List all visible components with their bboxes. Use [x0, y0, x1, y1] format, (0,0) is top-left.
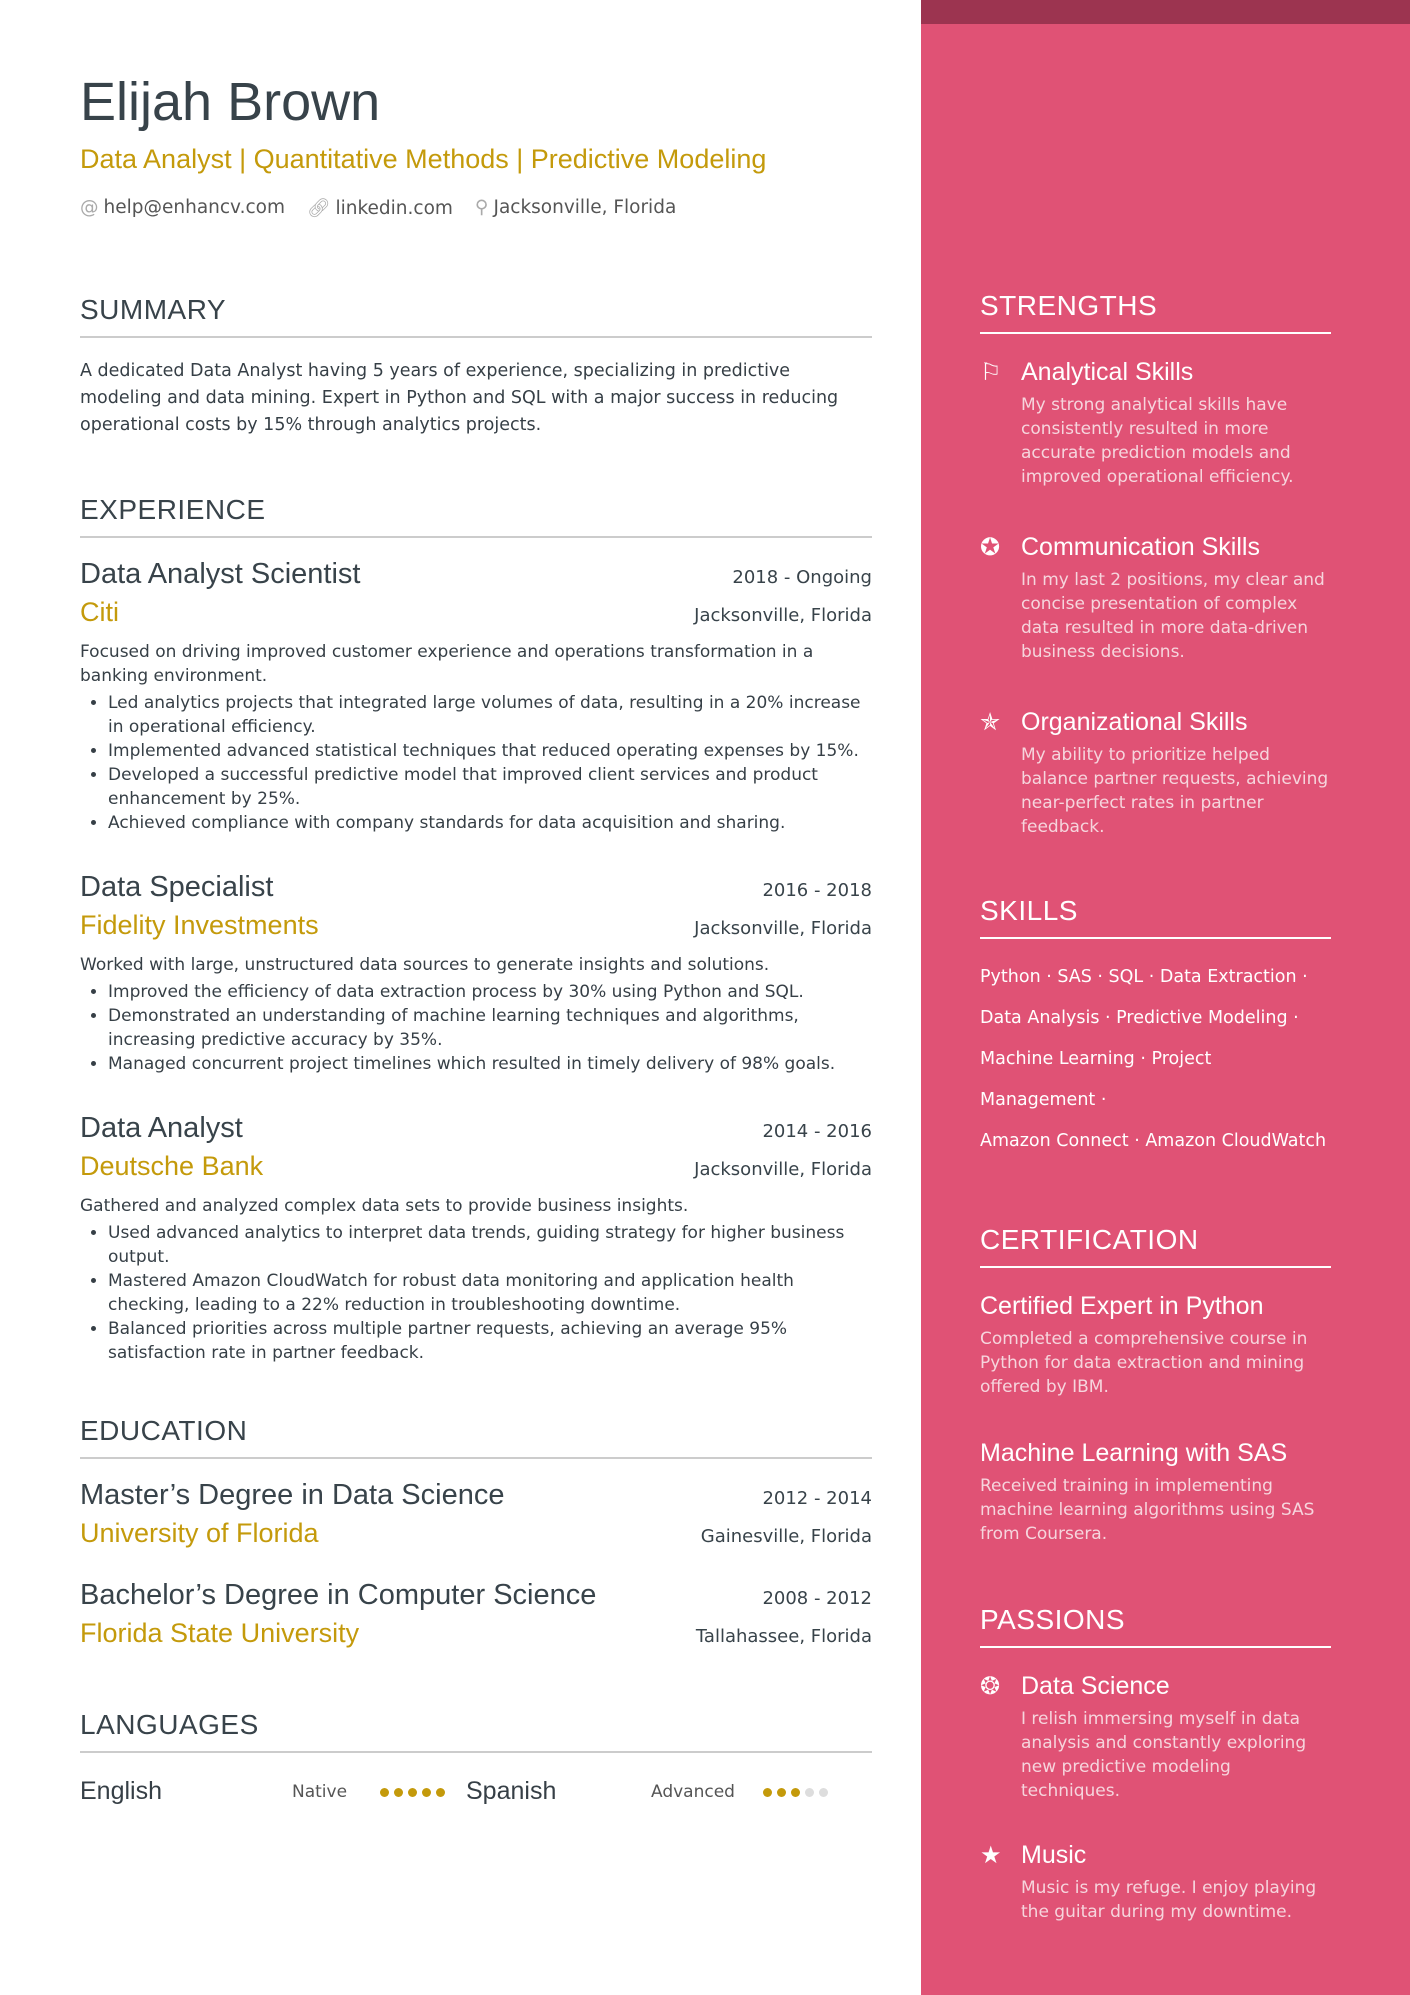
- item-description: Received training in implementing machine learning algorithms using SAS from Coursera.: [980, 1476, 1315, 1544]
- item-description: Music is my refuge. I enjoy playing the guitar during my downtime.: [1021, 1878, 1317, 1922]
- edu-location: Gainesville, Florida: [700, 1526, 872, 1547]
- degree: Bachelor’s Degree in Computer Science: [80, 1579, 597, 1611]
- bullet-item: • Achieved compliance with company standards for data acquisition and sharing.: [108, 811, 872, 835]
- location-pin-icon: ⚲: [474, 197, 489, 218]
- job-location: Jacksonville, Florida: [694, 918, 872, 939]
- section-title: STRENGTHS: [980, 290, 1331, 334]
- proficiency-dot: [408, 1788, 417, 1797]
- proficiency-dot: [777, 1788, 786, 1797]
- skills-line: Python · SAS · SQL · Data Extraction ·: [980, 967, 1308, 987]
- section-title: EXPERIENCE: [80, 494, 872, 538]
- certification-item: [980, 1439, 1331, 1546]
- sidebar-top-bar: [921, 0, 1410, 24]
- degree: Master’s Degree in Data Science: [80, 1479, 505, 1511]
- language-level: Native: [292, 1781, 348, 1802]
- strengths-item: [980, 533, 1331, 664]
- proficiency-dot: [422, 1788, 431, 1797]
- email[interactable]: help@enhancv.com: [103, 197, 285, 218]
- summary-text: A dedicated Data Analyst having 5 years of experience, specializing in predictive modeling and data mining. Expert in Python and SQL with a major success in reducing operational costs by 15% through analytics projects.: [80, 361, 839, 435]
- skills-section: [980, 895, 1331, 1162]
- language-level: Advanced: [651, 1781, 735, 1802]
- skills-line: Machine Learning · Project Management ·: [980, 1049, 1212, 1110]
- skills-line: Amazon Connect · Amazon CloudWatch: [980, 1131, 1327, 1151]
- bullet-item: • Managed concurrent project timelines which resulted in timely delivery of 98% goals.: [108, 1052, 872, 1076]
- location: Jacksonville, Florida: [493, 197, 677, 218]
- website[interactable]: linkedin.com: [335, 198, 453, 219]
- job-dates: 2018 - Ongoing: [732, 567, 872, 588]
- proficiency-dot: [763, 1788, 772, 1797]
- item-title: Machine Learning with SAS: [980, 1439, 1288, 1467]
- bullet-item: • Improved the efficiency of data extraction process by 30% using Python and SQL.: [108, 980, 872, 1004]
- education-entry: [80, 1579, 872, 1649]
- contact-info: [80, 197, 872, 219]
- section-title: LANGUAGES: [80, 1709, 872, 1753]
- experience-section: [80, 494, 872, 1365]
- languages-section: [80, 1709, 872, 1806]
- bullet-item: • Implemented advanced statistical techniques that reduced operating expenses by 15%.: [108, 739, 872, 763]
- company-name: Fidelity Investments: [80, 910, 319, 940]
- at-icon: @: [80, 197, 99, 218]
- edu-dates: 2008 - 2012: [762, 1588, 872, 1609]
- language-item: [80, 1777, 466, 1806]
- company-name: Deutsche Bank: [80, 1151, 264, 1181]
- job-entry: [80, 1112, 872, 1365]
- brain-icon: ❂: [980, 1672, 1001, 1700]
- star-half-icon: ✯: [980, 708, 1001, 736]
- language-name: Spanish: [466, 1777, 557, 1805]
- job-title: Data Analyst: [80, 1112, 243, 1144]
- job-bullets: [80, 1221, 872, 1365]
- headline: Data Analyst | Quantitative Methods | Predictive Modeling: [80, 144, 767, 174]
- candidate-name: Elijah Brown: [80, 72, 381, 132]
- job-entry: [80, 871, 872, 1076]
- education-section: [80, 1415, 872, 1649]
- item-title: Communication Skills: [1021, 533, 1260, 561]
- bullet-item: • Used advanced analytics to interpret data trends, guiding strategy for higher business output.: [108, 1221, 872, 1269]
- passions-section: [980, 1604, 1331, 1924]
- star-icon: ★: [980, 1841, 1002, 1869]
- job-location: Jacksonville, Florida: [694, 605, 872, 626]
- item-description: I relish immersing myself in data analysis and constantly exploring new predictive modeling techniques.: [1021, 1709, 1307, 1801]
- proficiency-dot: [394, 1788, 403, 1797]
- bullet-item: • Demonstrated an understanding of machine learning techniques and algorithms, increasing predictive accuracy by 35%.: [108, 1004, 872, 1052]
- bullet-item: • Led analytics projects that integrated large volumes of data, resulting in a 20% increase in operational efficiency.: [108, 691, 872, 739]
- strengths-item: [980, 708, 1331, 839]
- education-entry: [80, 1479, 872, 1549]
- proficiency-dots: [380, 1782, 450, 1802]
- section-title: EDUCATION: [80, 1415, 872, 1459]
- item-title: Data Science: [1021, 1672, 1170, 1700]
- passions-item: [980, 1841, 1331, 1924]
- job-bullets: [80, 691, 872, 835]
- passions-item: [980, 1672, 1331, 1803]
- item-description: In my last 2 positions, my clear and concise presentation of complex data resulted in more data-driven business decisions.: [1021, 570, 1325, 662]
- section-title: SUMMARY: [80, 294, 872, 338]
- job-location: Jacksonville, Florida: [694, 1159, 872, 1180]
- main-column: [80, 70, 872, 1806]
- link-icon: 🔗︎: [306, 198, 331, 219]
- job-entry: [80, 558, 872, 835]
- job-title: Data Specialist: [80, 871, 274, 903]
- certification-item: [980, 1292, 1331, 1399]
- job-description: Worked with large, unstructured data sources to generate insights and solutions.: [80, 955, 770, 975]
- certification-section: [980, 1224, 1331, 1546]
- section-title: PASSIONS: [980, 1604, 1331, 1648]
- item-title: Analytical Skills: [1021, 358, 1194, 386]
- proficiency-dot: [380, 1788, 389, 1797]
- job-description: Focused on driving improved customer experience and operations transformation in a banking environment.: [80, 642, 814, 686]
- job-dates: 2014 - 2016: [762, 1121, 872, 1142]
- item-title: Certified Expert in Python: [980, 1292, 1264, 1320]
- skills-line: Data Analysis · Predictive Modeling ·: [980, 1008, 1299, 1028]
- edu-dates: 2012 - 2014: [762, 1488, 872, 1509]
- proficiency-dot: [791, 1788, 800, 1797]
- company-name: Citi: [80, 597, 119, 627]
- language-name: English: [80, 1777, 162, 1805]
- bullet-item: • Balanced priorities across multiple partner requests, achieving an average 95% satisfaction rate in partner feedback.: [108, 1317, 872, 1365]
- job-title: Data Analyst Scientist: [80, 558, 361, 590]
- item-description: My ability to prioritize helped balance partner requests, achieving near-perfect rates in partner feedback.: [1021, 745, 1329, 837]
- job-dates: 2016 - 2018: [762, 880, 872, 901]
- school-name: University of Florida: [80, 1518, 319, 1548]
- bullet-item: • Mastered Amazon CloudWatch for robust data monitoring and application health checking, leading to a 22% reduction in troubleshooting downtime.: [108, 1269, 872, 1317]
- strengths-section: [980, 290, 1331, 839]
- item-description: Completed a comprehensive course in Python for data extraction and mining offered by IBM.: [980, 1329, 1308, 1397]
- award-icon: ✪: [980, 533, 1001, 561]
- school-name: Florida State University: [80, 1618, 360, 1648]
- item-description: My strong analytical skills have consistently resulted in more accurate prediction models and improved operational efficiency.: [1021, 395, 1294, 487]
- flag-icon: ⚐: [980, 358, 1002, 386]
- edu-location: Tallahassee, Florida: [695, 1626, 872, 1647]
- language-item: [466, 1777, 872, 1806]
- bullet-item: • Developed a successful predictive model that improved client services and product enhancement by 25%.: [108, 763, 872, 811]
- item-title: Music: [1021, 1841, 1087, 1869]
- summary-section: [80, 294, 872, 439]
- proficiency-dot: [436, 1788, 445, 1797]
- proficiency-dot: [819, 1788, 828, 1797]
- item-title: Organizational Skills: [1021, 708, 1248, 736]
- job-description: Gathered and analyzed complex data sets to provide business insights.: [80, 1196, 689, 1216]
- proficiency-dots: [763, 1782, 833, 1802]
- section-title: CERTIFICATION: [980, 1224, 1331, 1268]
- proficiency-dot: [805, 1788, 814, 1797]
- section-title: SKILLS: [980, 895, 1331, 939]
- strengths-item: [980, 358, 1331, 489]
- sidebar: [921, 0, 1410, 1995]
- job-bullets: [80, 980, 872, 1076]
